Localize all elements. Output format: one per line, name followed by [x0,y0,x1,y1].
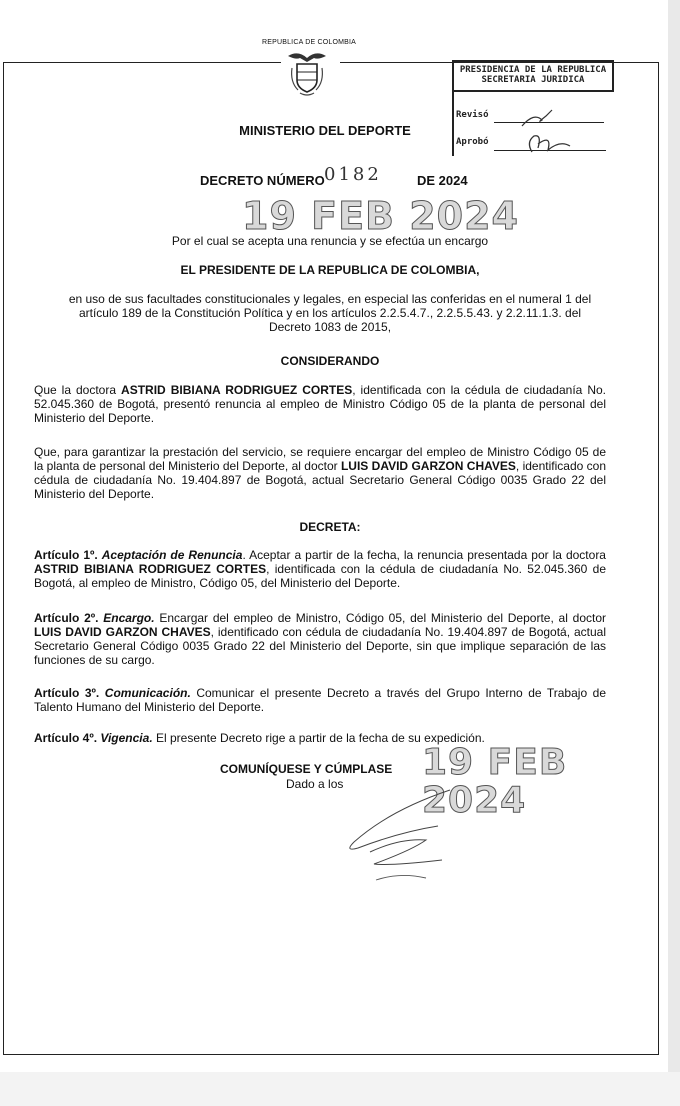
text-span: Que, para garantizar la prestación del servicio, se requiere encargar del empleo de Ministro Código 05 de la planta de personal del Ministerio del Deporte, al doctor [34,445,606,473]
article-number: Artículo 3º. [34,686,100,700]
faculties-line-1: en uso de sus facultades constitucionales y legales, en especial las conferidas en el numeral 1 del [68,292,592,306]
stamp-line-1: PRESIDENCIA DE LA REPUBLICA [459,65,607,75]
article-2 [34,611,606,667]
article-number: Artículo 4º. [34,731,98,745]
date-stamp-top: 19 FEB 2024 [242,194,519,238]
person-name: LUIS DAVID GARZON CHAVES [34,625,211,639]
considerando-paragraph-1 [34,383,606,425]
text-span: , identificada con la cédula de ciudadanía No. 52.045.360 de Bogotá, presentó renuncia al empleo de Ministro Código 05 de la planta de personal del Ministerio del Deporte. [34,383,606,425]
republic-label: REPUBLICA DE COLOMBIA [261,39,357,46]
article-1 [34,548,606,590]
stamp-side-line [452,90,454,156]
text-span: , identificada con la cédula de ciudadanía No. 52.045.360 de Bogotá, al empleo de Ministro, Código 05, del Ministerio del Deporte. [34,562,606,590]
president-heading: EL PRESIDENTE DE LA REPUBLICA DE COLOMBIA, [180,263,480,277]
president-signature [330,780,480,890]
coat-of-arms-icon [284,48,330,98]
dado-a-los: Dado a los [286,777,344,791]
decreta-heading: DECRETA: [299,520,361,534]
person-name: ASTRID BIBIANA RODRIGUEZ CORTES [121,383,353,397]
ministry-title: MINISTERIO DEL DEPORTE [239,123,411,138]
stamp-box [452,60,614,92]
person-name: LUIS DAVID GARZON CHAVES [340,459,516,473]
stamp-line-2: SECRETARIA JURIDICA [481,75,585,85]
considerando-paragraph-2 [34,445,606,501]
stamp-initials-signature [512,104,582,156]
person-name: ASTRID BIBIANA RODRIGUEZ CORTES [34,562,267,576]
text-span: Encargar del empleo de Ministro, Código 05, del Ministerio del Deporte, al doctor [154,611,606,625]
article-number: Artículo 2º. [34,611,99,625]
article-number: Artículo 1º. [34,548,98,562]
faculties-line-3: Decreto 1083 de 2015, [268,320,392,334]
decree-year: DE 2024 [417,173,468,188]
text-span: Comunicar el presente Decreto a través del Grupo Interno de Trabajo de Talento Humano del Ministerio del Deporte. [34,686,606,714]
article-heading: Comunicación. [104,686,191,700]
article-3 [34,686,606,714]
text-span: , identificado con cédula de ciudadanía No. 19.404.897 de Bogotá, actual Secretario General Código 0035 Grado 22 del Ministerio del Deporte. [34,459,606,501]
decree-subject: Por el cual se acepta una renuncia y se efectúa un encargo [171,234,489,248]
stamp-reviso-label: Revisó [456,110,489,120]
decree-number: 0182 [324,164,382,185]
review-stamp [452,60,612,156]
article-heading: Aceptación de Renuncia [101,548,243,562]
article-heading: Encargo. [103,611,155,625]
text-span: El presente Decreto rige a partir de la fecha de su expedición. [152,731,485,745]
date-stamp-bottom: 19 FEB 2024 [422,742,568,821]
text-span: Que la doctora [34,383,122,397]
page-edge [668,0,680,1106]
considerando-heading: CONSIDERANDO [280,354,380,368]
faculties-line-2: artículo 189 de la Constitución Política y en los artículos 2.2.5.4.7., 2.2.5.5.43. y 2.2.11.1.3. del [78,306,582,320]
stamp-aprobo-label: Aprobó [456,137,489,147]
text-span: . Aceptar a partir de la fecha, la renuncia presentada por la doctora [242,548,606,562]
article-heading: Vigencia. [100,731,153,745]
comuniquese-cumplase: COMUNÍQUESE Y CÚMPLASE [220,762,393,776]
bottom-margin [0,1072,680,1106]
faculties-paragraph [30,292,630,334]
text-span: , identificado con cédula de ciudadanía No. 19.404.897 de Bogotá, actual Secretario General Código 0035 Grado 22 del Ministerio del Deporte, sin que implique separación de las funciones de su cargo. [34,625,606,667]
decree-label: DECRETO NÚMERO [200,173,325,188]
